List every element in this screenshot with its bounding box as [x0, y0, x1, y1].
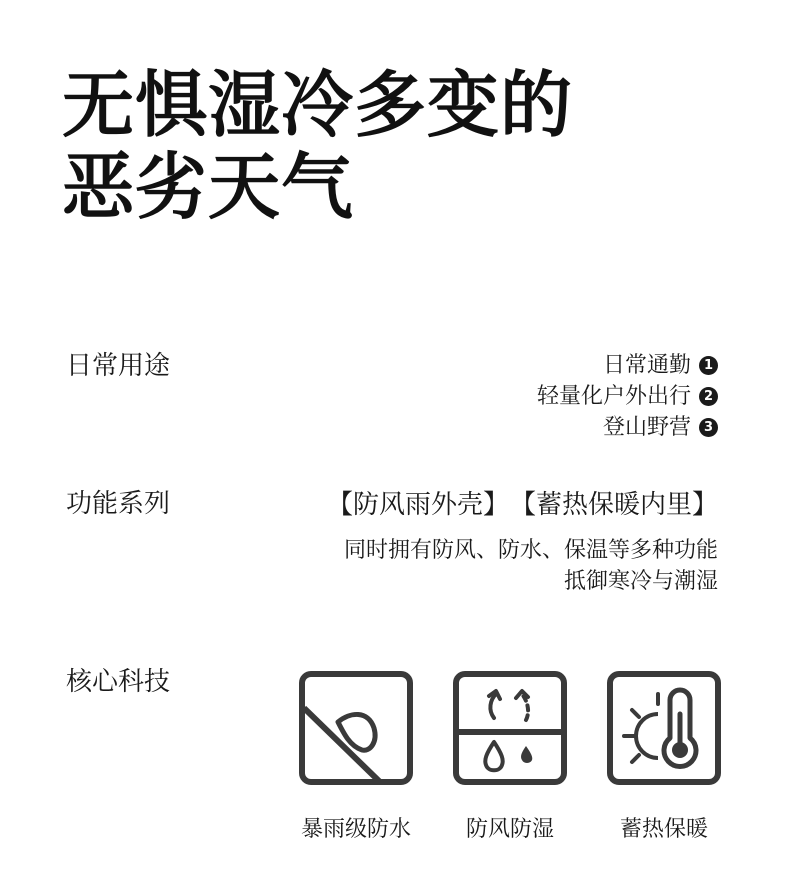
- thermometer-sun-icon: [606, 670, 722, 786]
- function-block: [327, 488, 718, 597]
- function-section-label: 功能系列: [66, 489, 171, 519]
- usage-item-label: 轻量化户外出行: [536, 384, 691, 409]
- tech-icon-row: [298, 670, 728, 870]
- headline-line-2: 恶劣天气: [62, 145, 355, 229]
- number-badge-2: 2: [699, 387, 718, 406]
- tech-item-windproof: [430, 670, 590, 844]
- function-desc-line-1: 同时拥有防风、防水、保温等多种功能: [343, 538, 718, 563]
- tech-label-thermal: 蓄热保暖: [619, 817, 708, 842]
- usage-item-commute: [537, 350, 718, 381]
- usage-item-label: 日常通勤: [602, 353, 691, 378]
- number-badge-1: 1: [699, 356, 718, 375]
- usage-list: [537, 350, 718, 443]
- tech-section-label: 核心科技: [66, 667, 171, 697]
- usage-section-label: 日常用途: [66, 351, 171, 381]
- series-shell: 【防风雨外壳】: [326, 490, 509, 520]
- tech-item-waterproof: [276, 670, 436, 844]
- function-desc-line-2: 抵御寒冷与潮湿: [563, 569, 718, 594]
- headline: [62, 64, 573, 228]
- headline-line-1: 无惧湿冷多变的: [62, 63, 574, 147]
- waterproof-icon: [298, 670, 414, 786]
- usage-item-outdoor: [537, 381, 718, 412]
- usage-item-label: 登山野营: [602, 415, 691, 440]
- tech-label-windproof: 防风防湿: [465, 817, 554, 842]
- windproof-moisture-icon: [452, 670, 568, 786]
- series-lining: 【蓄热保暖内里】: [522, 490, 718, 520]
- usage-item-hiking: [537, 412, 718, 443]
- function-description: [327, 535, 718, 597]
- tech-item-thermal: [584, 670, 744, 844]
- tech-label-waterproof: 暴雨级防水: [300, 817, 411, 842]
- number-badge-3: 3: [699, 418, 718, 437]
- function-series: [327, 488, 718, 522]
